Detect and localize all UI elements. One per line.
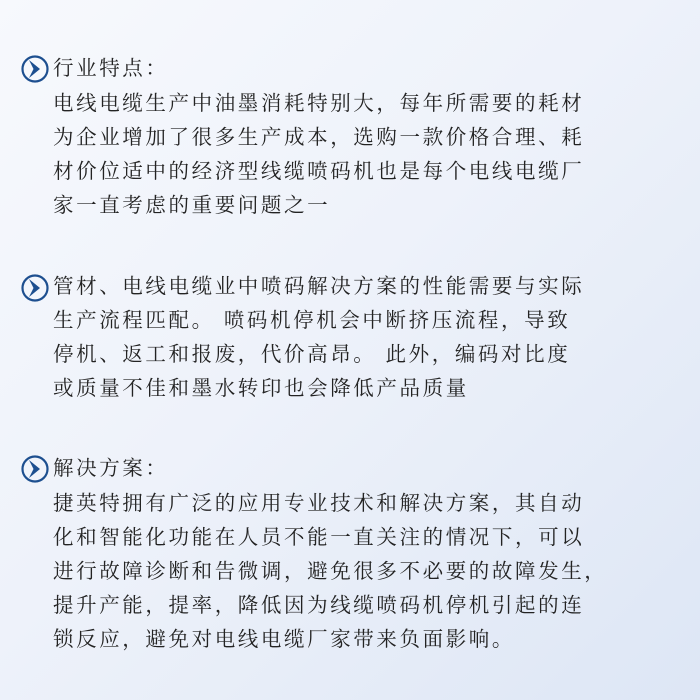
section-pipe-cable-coding	[20, 269, 685, 405]
section-heading: 行业特点：	[53, 56, 169, 80]
section-solution	[20, 452, 685, 656]
section-body: 管材、电线电缆业中喷码解决方案的性能需要与实际 生产流程匹配。 喷码机停机会中断挤压流程，导致 停机、返工和报废，代价高昂。 此外，编码对比度 或质量不佳和墨水转印也会降低产品质量	[53, 274, 585, 400]
section-body: 电线电缆生产中油墨消耗特别大，每年所需要的耗材 为企业增加了很多生产成本，选购一款价格合理、耗 材价位适中的经济型线缆喷码机也是每个电线电缆厂 家一直考虑的重要问题之一	[53, 91, 585, 217]
section-heading: 解决方案：	[53, 456, 169, 480]
section-heading-row	[20, 52, 685, 84]
chevron-circle-icon	[20, 454, 50, 484]
chevron-circle-icon	[20, 54, 50, 84]
chevron-circle-icon	[20, 273, 50, 303]
section-industry-features	[20, 52, 685, 222]
section-body: 捷英特拥有广泛的应用专业技术和解决方案，其自动 化和智能化功能在人员不能一直关注的情况下，可以 进行故障诊断和告微调，避免很多不必要的故障发生， 提升产能，提率，降低因为线缆喷码机停机引起的连 锁反应，避免对电线电缆厂家带来负面影响。	[53, 491, 608, 651]
section-heading-row	[20, 452, 685, 484]
